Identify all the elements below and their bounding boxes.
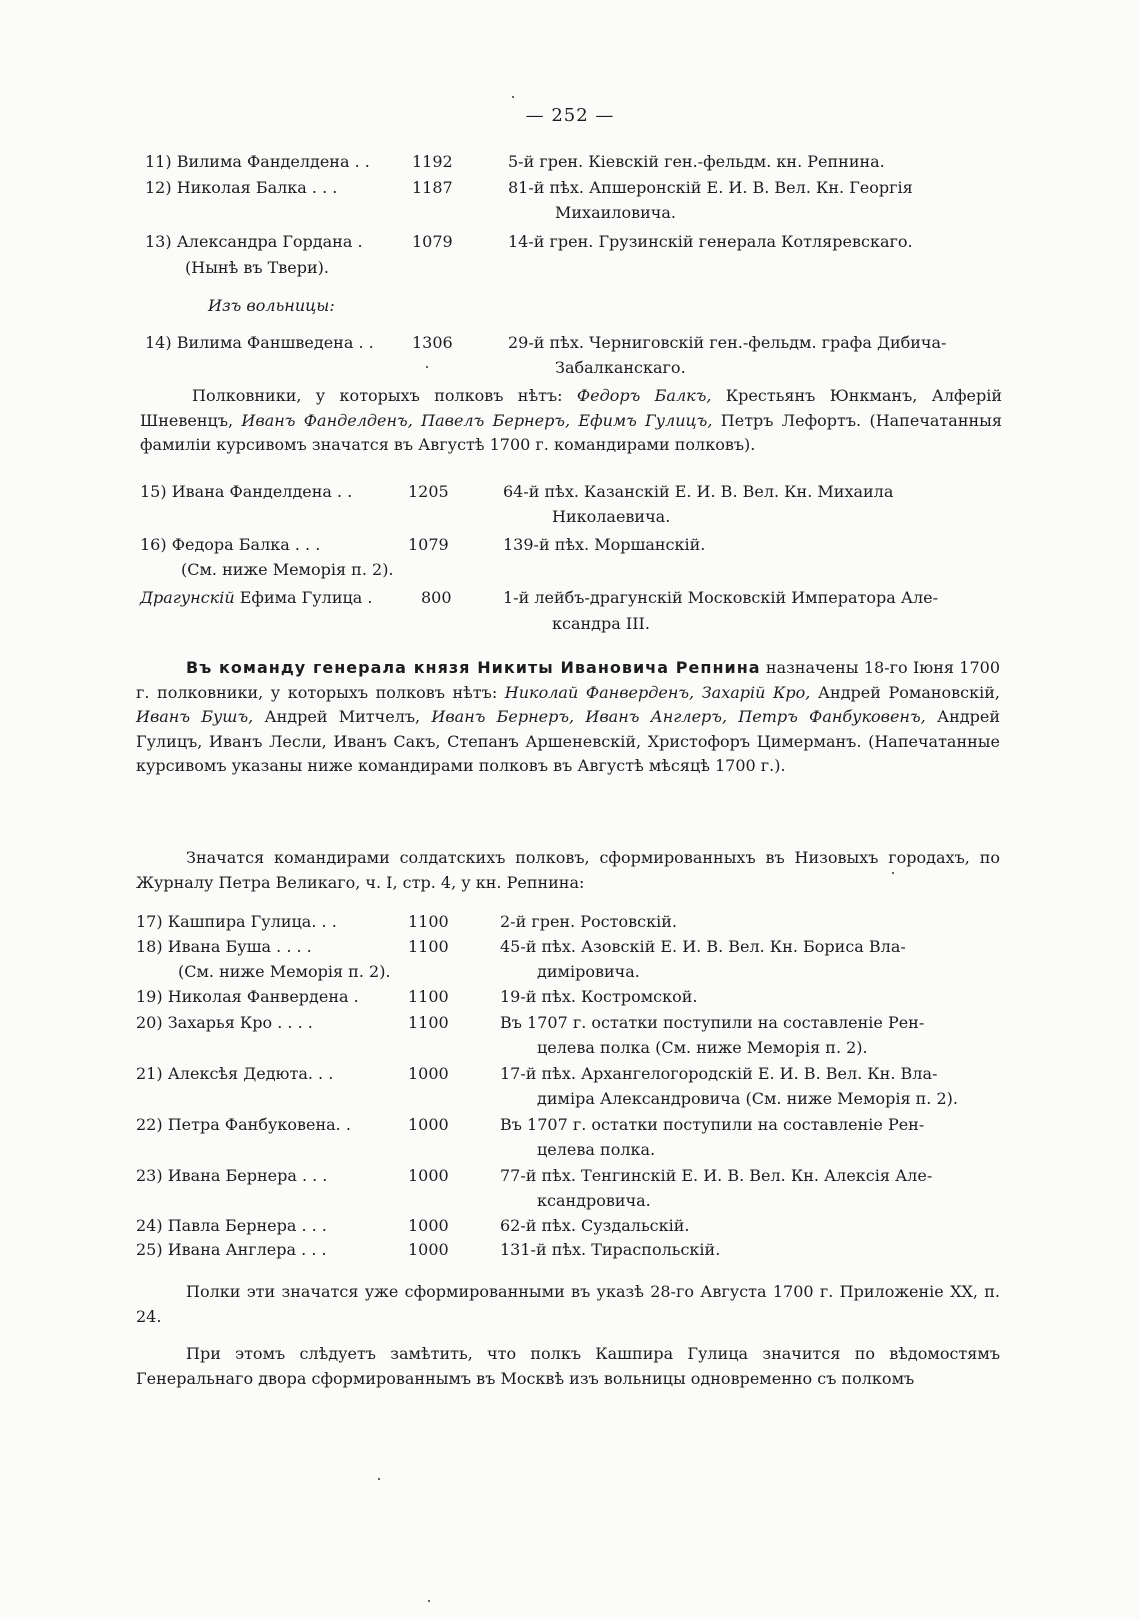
colonel-name-italic: Драгунскій [140,588,235,607]
list-item-continuation [0,1087,1140,1111]
regiment-lineage: 17-й пѣх. Архангелогородскій Е. И. В. Вел. Кн. Вла- [500,1064,938,1083]
colonel-name: 22) Петра Фанбуковена. . [136,1115,351,1134]
subheading: Изъ вольницы: [208,296,335,315]
list-item [0,176,1140,200]
list-item [0,331,1140,355]
page-number: — 252 — [525,105,615,126]
regiment-lineage: 5-й грен. Кіевскій ген.-фельдм. кн. Репнина. [508,152,885,171]
list-item-continuation [0,1189,1140,1213]
regiment-lineage-cont: Николаевича. [552,507,671,526]
list-item [0,1113,1140,1137]
colonel-name: 14) Вилима Фаншведена . . [145,333,374,352]
list-item [0,1011,1140,1035]
colonel-name: 13) Александра Гордана . [145,232,363,251]
regiment-lineage: Въ 1707 г. остатки поступили на составленіе Рен- [500,1013,925,1032]
regiment-lineage-cont: целева полка (См. ниже Меморія п. 2). [537,1038,868,1057]
list-item-continuation [0,558,1140,582]
regiment-strength: 1079 [412,232,453,251]
scan-speck [428,1600,430,1602]
paragraph [136,656,1000,779]
colonel-name: 16) Федора Балка . . . [140,535,321,554]
regiment-strength: 1100 [408,1013,449,1032]
list-item [0,533,1140,557]
regiment-strength: 1000 [408,1216,449,1235]
list-item-continuation [0,256,1140,280]
list-item [0,1062,1140,1086]
regiment-lineage: 19-й пѣх. Костромской. [500,987,698,1006]
paragraph: При этомъ слѣдуетъ замѣтить, что полкъ Кашпира Гулица значится по вѣдомостямъ Генеральнаго двора сформированнымъ въ Москвѣ изъ вольницы одновременно съ полкомъ [136,1344,1000,1388]
regiment-strength: 1079 [408,535,449,554]
paragraph-text: Полковники, у которыхъ полковъ нѣтъ: [192,386,563,405]
list-item [0,1164,1140,1188]
regiment-lineage: 77-й пѣх. Тенгинскій Е. И. В. Вел. Кн. Алексія Але- [500,1166,933,1185]
regiment-lineage-cont: диміровича. [537,962,640,981]
colonel-name: 15) Ивана Фанделдена . . [140,482,353,501]
scan-speck [892,872,894,874]
regiment-lineage-cont: ксандра III. [552,614,650,633]
regiment-strength: 1000 [408,1166,449,1185]
list-item [0,230,1140,254]
colonel-name: 25) Ивана Англера . . . [136,1240,327,1259]
regiment-lineage: 81-й пѣх. Апшеронскій Е. И. В. Вел. Кн. Георгія [508,178,913,197]
paragraph-italic: Иванъ Бернеръ, Иванъ Англеръ, Петръ Фанбуковенъ, [431,707,926,726]
paragraph-text: Андрей Романовскій, [817,682,1001,702]
regiment-lineage: 29-й пѣх. Черниговскій ген.-фельдм. графа Дибича- [508,333,947,352]
regiment-lineage: 14-й грен. Грузинскій генерала Котляревскаго. [508,232,913,251]
paragraph [140,384,1002,458]
colonel-name: 11) Вилима Фанделдена . . [145,152,370,171]
regiment-strength: 1192 [412,152,453,171]
list-item-continuation [0,1138,1140,1162]
colonel-name: 21) Алексѣя Дедюта. . . [136,1064,334,1083]
regiment-lineage-cont: Забалканскаго. [555,358,686,377]
list-item [0,910,1140,934]
paragraph-italic: Федоръ Балкъ, [576,386,712,405]
colonel-name: 17) Кашпира Гулица. . . [136,912,337,931]
colonel-name: 19) Николая Фанвердена . [136,987,359,1006]
list-item [0,586,1140,610]
paragraph-text: Андрей Гулицъ, Иванъ Лесли, Иванъ Сакъ, Степанъ Аршеневскій, Христофоръ Цимерманъ. (Напечатанные курсивомъ указаны ниже командирами полковъ въ Августѣ мѣсяцѣ 1700 г.). [136,707,1000,775]
list-item [0,150,1140,174]
colonel-name: 23) Ивана Бернера . . . [136,1166,328,1185]
list-item-continuation [0,612,1140,636]
regiment-lineage: 131-й пѣх. Тираспольскій. [500,1240,721,1259]
paragraph-text: Крестьянъ Юнкманъ, Алферій Шневенцъ, [140,386,1002,430]
list-item [0,480,1140,504]
regiment-strength: 1100 [408,987,449,1006]
colonel-name-text: Ефима Гулица . [239,588,373,607]
colonel-note: (См. ниже Меморія п. 2). [178,962,391,981]
regiment-lineage-cont: ксандровича. [537,1191,651,1210]
regiment-lineage: 64-й пѣх. Казанскій Е. И. В. Вел. Кн. Михаила [503,482,894,501]
paragraph-text: Андрей Митчелъ, [264,707,421,726]
regiment-lineage-cont: целева полка. [537,1140,656,1159]
regiment-strength: 1000 [408,1240,449,1259]
scan-speck [512,96,514,98]
regiment-strength: 1205 [408,482,449,501]
regiment-lineage-cont: Михаиловича. [555,203,676,222]
list-item-continuation [0,1036,1140,1060]
colonel-name: 24) Павла Бернера . . . [136,1216,327,1235]
list-item-continuation [0,356,1140,380]
regiment-strength: 800 [421,588,452,607]
paragraph-italic: Николай Фанверденъ, Захарій Кро, [504,682,811,702]
paragraph-italic: Иванъ Фанделденъ, Павелъ Бернеръ, Ефимъ Гулицъ, [241,410,713,430]
list-item [0,985,1140,1009]
list-item-continuation [0,505,1140,529]
paragraph-text: Петръ Лефортъ. (Напечатанныя фамиліи курсивомъ значатся въ Августѣ 1700 г. командирами полковъ). [140,410,1002,454]
regiment-lineage: 45-й пѣх. Азовскій Е. И. В. Вел. Кн. Бориса Вла- [500,937,906,956]
regiment-lineage: Въ 1707 г. остатки поступили на составленіе Рен- [500,1115,925,1134]
list-item [0,935,1140,959]
scan-speck [426,366,428,368]
regiment-strength: 1100 [408,937,449,956]
paragraph-bold: Въ команду генерала князя Никиты Ивановича Репнина [186,658,761,677]
regiment-lineage: 62-й пѣх. Суздальскій. [500,1216,690,1235]
list-item [0,1238,1140,1262]
colonel-name: 20) Захарья Кро . . . . [136,1013,313,1032]
regiment-strength: 1306 [412,333,453,352]
regiment-lineage: 2-й грен. Ростовскій. [500,912,677,931]
colonel-name: 12) Николая Балка . . . [145,178,338,197]
list-item-continuation [0,201,1140,225]
colonel-name [140,586,373,610]
regiment-strength: 1100 [408,912,449,931]
paragraph: Значатся командирами солдатскихъ полковъ, сформированныхъ въ Низовыхъ городахъ, по Журналу Петра Великаго, ч. I, стр. 4, у кн. Репнина: [136,848,1000,892]
regiment-lineage: 1-й лейбъ-драгунскій Московскій Императора Але- [503,588,939,607]
colonel-note: (См. ниже Меморія п. 2). [181,560,394,579]
regiment-strength: 1000 [408,1115,449,1134]
regiment-lineage: 139-й пѣх. Моршанскій. [503,535,706,554]
scan-speck [378,1478,380,1480]
colonel-note: (Нынѣ въ Твери). [185,258,329,277]
paragraph-italic: Иванъ Бушъ, [136,707,254,726]
regiment-strength: 1000 [408,1064,449,1083]
colonel-name: 18) Ивана Буша . . . . [136,937,312,956]
regiment-lineage-cont: диміра Александровича (См. ниже Меморія п. 2). [537,1089,958,1108]
list-item [0,1214,1140,1238]
regiment-strength: 1187 [412,178,453,197]
paragraph-text: назначены 18-го Іюня 1700 г. полковники, у которыхъ полковъ нѣтъ: [136,658,1000,702]
paragraph: Полки эти значатся уже сформированными въ указѣ 28-го Августа 1700 г. Приложеніе XX, п. 24. [136,1282,1000,1326]
list-item-continuation [0,960,1140,984]
